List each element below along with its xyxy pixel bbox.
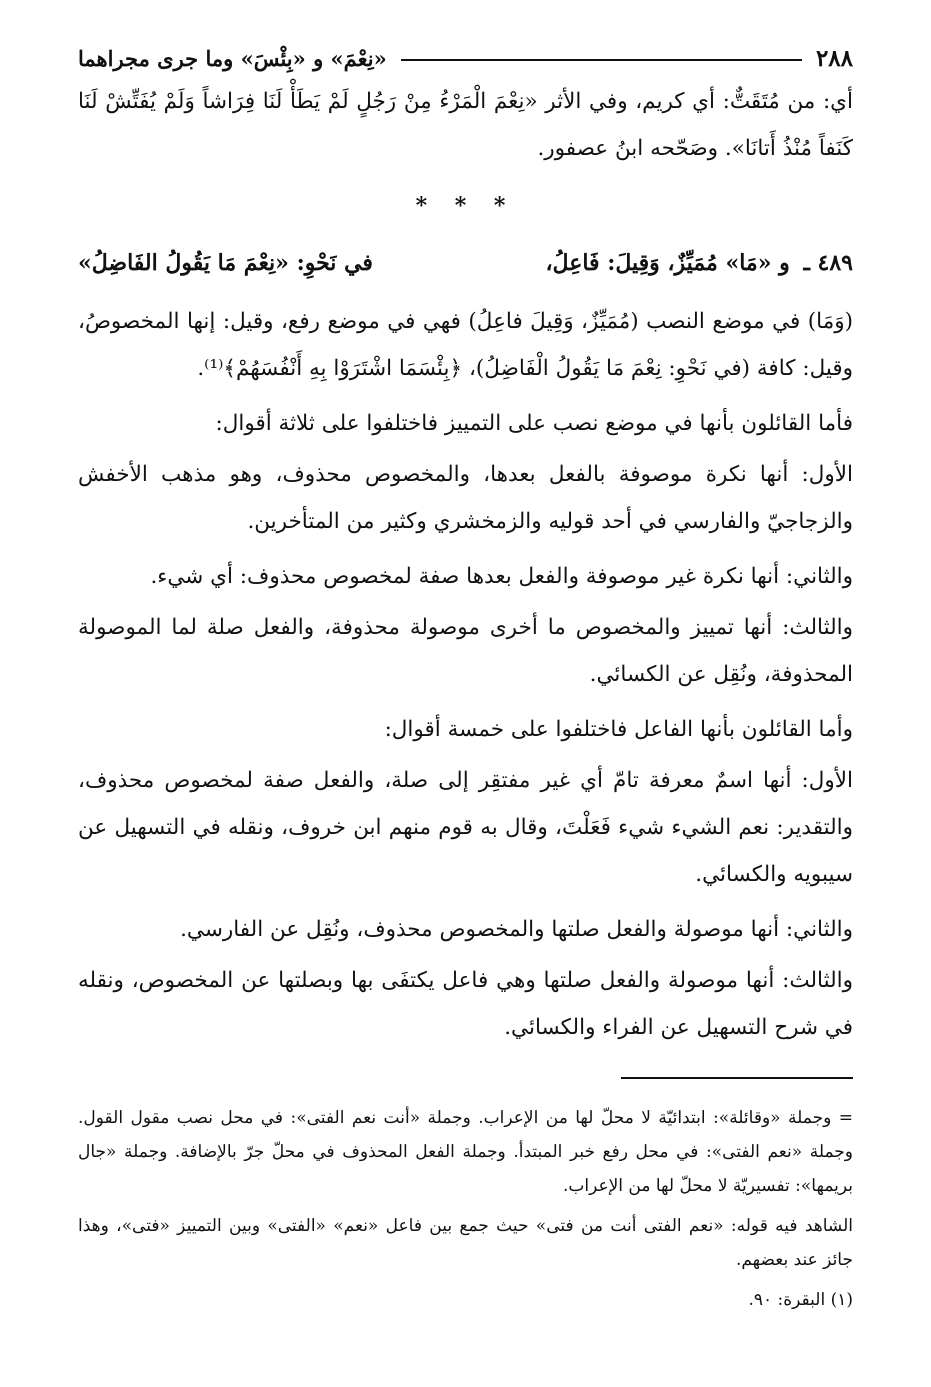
page-number: ٢٨٨ bbox=[815, 44, 853, 72]
header-title: «نِعْمَ» و «بِئْسَ» وما جرى مجراهما bbox=[78, 45, 387, 71]
paragraph-6: والثالث: أنها تمييز والمخصوص ما أخرى موصولة محذوفة، والفعل صلة لما الموصولة المحذوفة، ونُقِل عن الكسائي. bbox=[78, 615, 853, 687]
footnote-1: = وجملة «وقائلة»: ابتدائيّة لا محلّ لها من الإعراب. وجملة «أنت نعم الفتى»: في محل نصب مقول القول. وجملة «نعم الفتى»: في محل رفع خبر المبتدأ. وجملة الفعل المحذوف في محلّ جرّ بالإضافة. وجملة «جال بريمها»: تفسيريّة لا محلّ لها من الإعراب. bbox=[78, 1108, 853, 1196]
footnote-2: الشاهد فيه قوله: «نعم الفتى أنت من فتى» حيث جمع بين فاعل «نعم» «الفتى» وبين التمييز «فتى»، وهذا جائز عند بعضهم. bbox=[78, 1216, 853, 1270]
running-header bbox=[78, 38, 853, 78]
paragraph-5: والثاني: أنها نكرة غير موصوفة والفعل بعدها صفة لمخصوص محذوف: أي شيء. bbox=[150, 564, 853, 589]
paragraph-2: (وَمَا) في موضع النصب (مُمَيِّزٌ، وَقِيلَ فاعِلُ) فهي في موضع رفع، وقيل: إنها المخصوصُ، وقيل: كافة (في نَحْوِ: نِعْمَ مَا يَقُولُ الْفَاضِلُ)، ﴿بِئْسَمَا اشْتَرَوْا بِهِ أَنْفُسَهُمْ﴾⁽¹⁾. bbox=[78, 309, 853, 381]
footnote-separator bbox=[621, 1077, 853, 1079]
paragraph-3: فأما القائلون بأنها في موضع نصب على التمييز فاختلفوا على ثلاثة أقوال: bbox=[215, 411, 853, 436]
header-rule bbox=[401, 59, 802, 61]
section-separator: * * * bbox=[415, 193, 516, 219]
verse-line bbox=[78, 234, 853, 292]
footnote-3: (١) البقرة: ٩٠. bbox=[748, 1290, 853, 1310]
paragraph-9: والثاني: أنها موصولة والفعل صلتها والمخصوص محذوف، ونُقِل عن الفارسي. bbox=[180, 917, 853, 942]
paragraph-7: وأما القائلون بأنها الفاعل فاختلفوا على خمسة أقوال: bbox=[384, 717, 853, 742]
paragraph-1: أي: من مُتَقَتٌّ: أي كريم، وفي الأثر «نِعْمَ الْمَرْءُ مِنْ رَجُلٍ لَمْ يَطَأْ لَنَا فِرَاشاً وَلَمْ يُفَتِّشْ لَنَا كَنَفاً مُنْذُ أَتانَا». وصَحّحه ابنُ عصفور. bbox=[78, 89, 853, 161]
paragraph-8: الأول: أنها اسمٌ معرفة تامّ أي غير مفتقِر إلى صلة، والفعل صفة لمخصوص محذوف، والتقدير: نعم الشيء شيء فَعَلْتَ، وقال به قوم منهم ابن خروف، ونقله في التسهيل عن سيبويه والكسائي. bbox=[78, 768, 853, 887]
verse-first-hemistich: و «مَا» مُمَيِّزٌ، وَقِيلَ: فَاعِلُ، bbox=[545, 250, 790, 276]
verse-number: ٤٨٩ ـ bbox=[803, 250, 853, 276]
paragraph-4: الأول: أنها نكرة موصوفة بالفعل بعدها، والمخصوص محذوف، وهو مذهب الأخفش والزجاجيّ والفارسي في أحد قوليه والزمخشري وكثير من المتأخرين. bbox=[78, 462, 853, 534]
verse-second-hemistich: في نَحْوِ: «نِعْمَ مَا يَقُولُ الفَاضِلُ» bbox=[78, 250, 373, 276]
paragraph-10: والثالث: أنها موصولة والفعل صلتها وهي فاعل يكتفَى بها وبصلتها عن المخصوص، ونقله في شرح التسهيل عن الفراء والكسائي. bbox=[78, 968, 853, 1040]
